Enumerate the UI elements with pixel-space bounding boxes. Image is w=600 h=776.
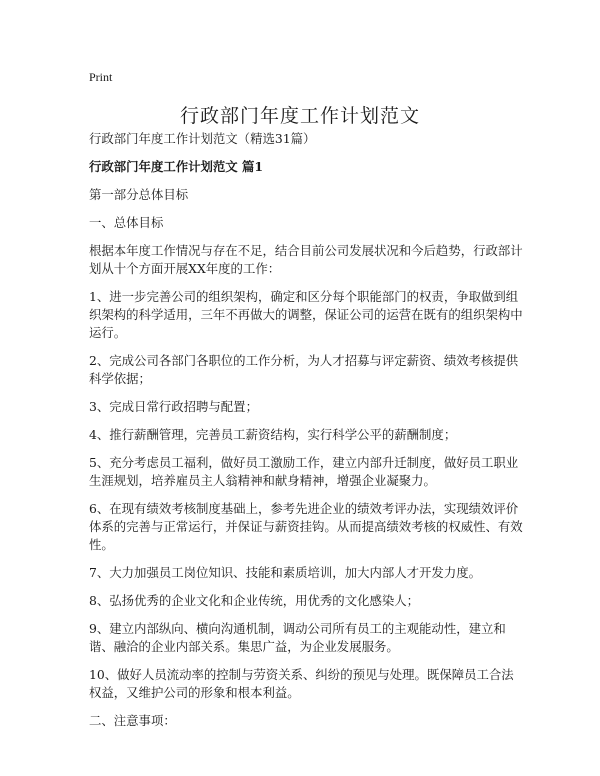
- list-item: 10、做好人员流动率的控制与劳资关系、纠纷的预见与处理。既保障员工合法权益，又维护公司的形象和根本利益。: [89, 667, 514, 700]
- part-heading: 第一部分总体目标: [89, 187, 189, 202]
- list-item: 5、充分考虑员工福利，做好员工激励工作，建立内部升迁制度，做好员工职业生涯规划，培养雇员主人翁精神和献身精神，增强企业凝聚力。: [89, 455, 519, 488]
- article-heading: 行政部门年度工作计划范文 篇1: [89, 159, 264, 174]
- section-heading-2: 二、注意事项：: [89, 713, 176, 728]
- list-item: 9、建立内部纵向、横向沟通机制，调动公司所有员工的主观能动性，建立和谐、融洽的企业内部关系。集思广益，为企业发展服务。: [89, 621, 506, 654]
- list-item: 3、完成日常行政招聘与配置；: [89, 399, 258, 414]
- document-title: 行政部门年度工作计划范文: [179, 105, 420, 127]
- section-heading-1: 一、总体目标: [89, 215, 164, 230]
- document-body: [89, 130, 525, 730]
- list-item: 2、完成公司各部门各职位的工作分析，为人才招募与评定薪资、绩效考核提供科学依据；: [89, 353, 519, 386]
- list-item: 1、进一步完善公司的组织架构，确定和区分每个职能部门的权责，争取做到组织架构的科学适用，三年不再做大的调整，保证公司的运营在既有的组织架构中运行。: [89, 289, 523, 340]
- document-subtitle: 行政部门年度工作计划范文（精选31篇）: [89, 131, 316, 146]
- print-label[interactable]: Print: [89, 70, 113, 84]
- list-item: 4、推行薪酬管理，完善员工薪资结构，实行科学公平的薪酬制度；: [89, 427, 457, 442]
- intro-paragraph: 根据本年度工作情况与存在不足，结合目前公司发展状况和今后趋势，行政部计划从十个方面开展XX年度的工作：: [89, 243, 523, 276]
- list-item: 8、弘扬优秀的企业文化和企业传统，用优秀的文化感染人；: [89, 593, 420, 608]
- list-item: 6、在现有绩效考核制度基础上，参考先进企业的绩效考评办法，实现绩效评价体系的完善与正常运行，并保证与薪资挂钩。从而提高绩效考核的权威性、有效性。: [89, 501, 523, 552]
- list-item: 7、大力加强员工岗位知识、技能和素质培训，加大内部人才开发力度。: [89, 565, 481, 580]
